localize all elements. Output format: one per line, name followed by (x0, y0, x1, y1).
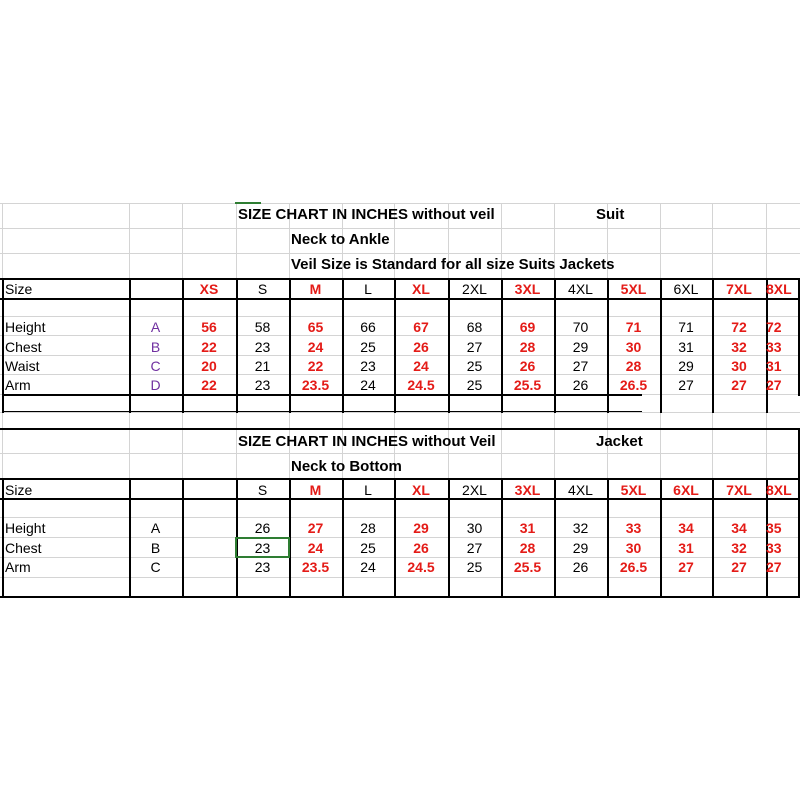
table1-data-cell[interactable]: 25.5 (513, 377, 542, 393)
table2-data-cell[interactable]: 34 (678, 520, 694, 536)
table2-data-cell[interactable]: 33 (766, 540, 782, 556)
table2-data-cell[interactable]: 24 (307, 540, 324, 556)
grid-col-line (554, 412, 555, 429)
table2-data-cell[interactable]: 25 (360, 540, 376, 556)
table1-data-cell[interactable]: 58 (254, 319, 271, 335)
table1-data-cell[interactable]: 72 (731, 319, 747, 335)
grid-row-line (0, 412, 800, 413)
table1-note[interactable]: Veil Size is Standard for all size Suits Jackets (291, 256, 615, 273)
table1-data-cell[interactable]: 23 (254, 339, 271, 355)
table1-data-cell[interactable]: 66 (360, 319, 376, 335)
table1-size-header[interactable]: 8XL (766, 281, 792, 297)
table2-data-cell[interactable]: 27 (766, 559, 782, 575)
grid-col-line (712, 428, 713, 478)
table2-row-label[interactable]: Arm (5, 559, 31, 575)
table1-size-header[interactable]: M (309, 281, 322, 297)
table2-data-cell[interactable]: 26.5 (619, 559, 648, 575)
grid-col-line (448, 412, 449, 429)
table1-size-header[interactable]: L (364, 281, 372, 297)
grid-row-line (0, 335, 800, 336)
table2-row-code[interactable]: C (150, 559, 161, 575)
table1-data-cell[interactable]: 70 (572, 319, 589, 335)
table1-data-cell[interactable]: 26 (572, 377, 589, 393)
table1-col-border (2, 278, 4, 413)
grid-col-line (2, 428, 3, 478)
table2-data-cell[interactable]: 32 (731, 540, 747, 556)
table2-col-border (129, 478, 131, 598)
table1-data-cell[interactable]: 24 (413, 358, 429, 374)
grid-row-line (0, 557, 800, 558)
table1-row-label[interactable]: Height (5, 319, 46, 335)
table1-size-label[interactable]: Size (5, 281, 33, 297)
table1-data-cell[interactable]: 29 (678, 358, 694, 374)
grid-row-line (0, 203, 800, 204)
table2-size-header[interactable]: 5XL (620, 482, 647, 498)
table2-size-header[interactable]: 6XL (673, 482, 699, 498)
table1-data-cell[interactable]: 22 (201, 377, 217, 393)
table2-size-header[interactable]: S (257, 482, 268, 498)
table1-size-header[interactable]: 5XL (620, 281, 647, 297)
table2-data-cell[interactable]: 31 (519, 520, 536, 536)
table2-data-cell[interactable]: 28 (519, 540, 536, 556)
table1-header-bottom-border (0, 298, 800, 300)
table1-data-cell[interactable]: 56 (201, 319, 217, 335)
grid-row-line (0, 316, 800, 317)
table1-subtitle[interactable]: Neck to Ankle (291, 231, 390, 248)
table1-title[interactable]: SIZE CHART IN INCHES without veil (238, 206, 495, 223)
table2-size-header[interactable]: 3XL (514, 482, 541, 498)
table2-data-cell[interactable]: 26 (572, 559, 589, 575)
table1-data-cell[interactable]: 69 (519, 319, 536, 335)
table2-top-border (0, 428, 800, 430)
table1-data-cell[interactable]: 25 (360, 339, 376, 355)
table1-data-cell[interactable]: 24 (307, 339, 324, 355)
table2-tag[interactable]: Jacket (596, 433, 643, 450)
grid-col-line (236, 412, 237, 429)
table1-row-code[interactable]: D (150, 377, 161, 393)
table2-col-border (182, 478, 184, 598)
table1-data-cell[interactable]: 27 (766, 377, 782, 393)
table1-data-cell[interactable]: 28 (625, 358, 642, 374)
table2-row-code[interactable]: B (150, 540, 161, 556)
table1-tag[interactable]: Suit (596, 206, 625, 223)
table2-data-cell[interactable]: 27 (678, 559, 694, 575)
table2-size-header[interactable]: 4XL (568, 482, 593, 498)
grid-col-line (236, 428, 237, 478)
table2-row-code[interactable]: A (150, 520, 161, 536)
table1-row-code[interactable]: A (150, 319, 161, 335)
table1-data-cell[interactable]: 65 (307, 319, 324, 335)
table1-data-cell[interactable]: 23 (360, 358, 376, 374)
table2-data-cell[interactable]: 26 (254, 520, 271, 536)
table2-data-cell[interactable]: 29 (572, 540, 589, 556)
table2-title[interactable]: SIZE CHART IN INCHES without Veil (238, 433, 496, 450)
table2-data-cell[interactable]: 24 (360, 559, 376, 575)
grid-row-line (0, 355, 800, 356)
table2-data-cell[interactable]: 30 (466, 520, 483, 536)
table1-size-header[interactable]: 3XL (514, 281, 541, 297)
grid-col-line (660, 412, 661, 429)
table1-size-header[interactable]: 7XL (726, 281, 752, 297)
table1-size-header[interactable]: XS (199, 281, 219, 297)
table1-data-cell[interactable]: 23.5 (301, 377, 330, 393)
grid-row-line (0, 228, 800, 229)
table2-data-cell[interactable]: 35 (766, 520, 782, 536)
grid-col-line (129, 412, 130, 429)
grid-col-line (394, 412, 395, 429)
table1-data-cell[interactable]: 67 (413, 319, 429, 335)
table1-size-header[interactable]: 6XL (673, 281, 699, 297)
table2-col-border (2, 478, 4, 598)
grid-col-line (2, 412, 3, 429)
grid-col-line (712, 412, 713, 429)
table1-size-header[interactable]: S (257, 281, 268, 297)
table1-data-cell[interactable]: 26.5 (619, 377, 648, 393)
table1-data-cell[interactable]: 29 (572, 339, 589, 355)
table1-row-label[interactable]: Arm (5, 377, 31, 393)
table1-data-cell[interactable]: 27 (678, 377, 694, 393)
table2-data-cell[interactable]: 27 (731, 559, 747, 575)
table2-data-cell[interactable]: 24.5 (407, 559, 435, 575)
table1-data-cell[interactable]: 27 (466, 339, 483, 355)
grid-col-line (554, 428, 555, 478)
table1-data-cell[interactable]: 32 (731, 339, 747, 355)
table1-data-cell[interactable]: 22 (201, 339, 217, 355)
grid-col-line (501, 428, 502, 478)
table1-data-cell[interactable]: 33 (766, 339, 782, 355)
table2-header-top-border (0, 478, 800, 480)
table2-size-header[interactable]: L (364, 482, 372, 498)
table1-row-code[interactable]: B (150, 339, 161, 355)
table1-data-cell[interactable]: 24 (360, 377, 376, 393)
table1-data-cell[interactable]: 31 (678, 339, 694, 355)
table1-row-label[interactable]: Waist (5, 358, 40, 374)
table1-data-cell[interactable]: 71 (678, 319, 694, 335)
table2-data-cell[interactable]: 23 (254, 559, 271, 575)
table2-subtitle[interactable]: Neck to Bottom (291, 458, 402, 475)
table1-data-cell[interactable]: 20 (201, 358, 217, 374)
table1-data-cell[interactable]: 26 (413, 339, 429, 355)
table1-data-cell[interactable]: 30 (731, 358, 747, 374)
table1-data-cell[interactable]: 72 (766, 319, 782, 335)
table2-header-bottom-border (0, 498, 800, 500)
table1-data-cell[interactable]: 25 (466, 377, 483, 393)
table1-data-cell[interactable]: 71 (625, 319, 642, 335)
grid-row-line (0, 577, 800, 578)
table1-data-cell[interactable]: 30 (625, 339, 642, 355)
grid-row-line (0, 517, 800, 518)
table2-size-header[interactable]: M (309, 482, 322, 498)
table2-data-cell[interactable]: 25 (466, 559, 483, 575)
grid-row-line (0, 253, 800, 254)
table1-size-header[interactable]: 2XL (462, 281, 487, 297)
table1-row-label[interactable]: Chest (5, 339, 42, 355)
grid-col-line (182, 428, 183, 478)
grid-row-line (0, 453, 800, 454)
grid-col-line (182, 412, 183, 429)
table1-data-cell[interactable]: 26 (519, 358, 536, 374)
table2-bottom-border (0, 596, 800, 598)
table2-data-cell[interactable]: 32 (572, 520, 589, 536)
table2-data-cell[interactable]: 34 (731, 520, 747, 536)
table2-row-label[interactable]: Chest (5, 540, 42, 556)
table1-data-cell[interactable]: 28 (519, 339, 536, 355)
grid-col-line (342, 412, 343, 429)
grid-col-line (766, 428, 767, 478)
table1-data-cell[interactable]: 68 (466, 319, 483, 335)
grid-col-line (289, 412, 290, 429)
table2-size-header[interactable]: 7XL (726, 482, 752, 498)
column-marker (235, 202, 261, 204)
table1-data-cell[interactable]: 31 (766, 358, 782, 374)
table2-data-cell[interactable]: 33 (625, 520, 642, 536)
grid-col-line (766, 412, 767, 429)
table2-data-cell[interactable]: 26 (413, 540, 429, 556)
table1-data-cell[interactable]: 21 (254, 358, 271, 374)
table2-data-cell[interactable]: 23.5 (301, 559, 330, 575)
grid-col-line (607, 412, 608, 429)
grid-col-line (501, 412, 502, 429)
table1-data-cell[interactable]: 22 (307, 358, 324, 374)
table2-data-cell[interactable]: 27 (307, 520, 324, 536)
table1-data-cell[interactable]: 24.5 (407, 377, 435, 393)
table2-data-cell[interactable]: 25.5 (513, 559, 542, 575)
table1-size-header[interactable]: 4XL (568, 281, 593, 297)
table2-row-label[interactable]: Height (5, 520, 46, 536)
table1-data-cell[interactable]: 25 (466, 358, 483, 374)
table1-header-top-border (0, 278, 800, 280)
grid-row-line (0, 537, 800, 538)
table1-data-cell[interactable]: 27 (572, 358, 589, 374)
table2-size-label[interactable]: Size (5, 482, 33, 498)
table2-size-header[interactable]: 2XL (462, 482, 487, 498)
table2-data-cell[interactable]: 29 (413, 520, 429, 536)
table1-data-cell[interactable]: 27 (731, 377, 747, 393)
table2-size-header[interactable]: 8XL (766, 482, 792, 498)
table2-data-cell[interactable]: 31 (678, 540, 694, 556)
table2-data-cell[interactable]: 30 (625, 540, 642, 556)
table1-bottom-border (2, 394, 642, 396)
table1-row-code[interactable]: C (150, 358, 161, 374)
table1-data-cell[interactable]: 23 (254, 377, 271, 393)
table2-data-cell[interactable]: 28 (360, 520, 376, 536)
grid-row-line (0, 374, 800, 375)
table2-data-cell[interactable]: 23 (254, 540, 271, 556)
grid-col-line (660, 428, 661, 478)
grid-col-line (129, 428, 130, 478)
table1-size-header[interactable]: XL (412, 281, 430, 297)
table1-bottom-border (2, 411, 642, 412)
table2-data-cell[interactable]: 27 (466, 540, 483, 556)
table2-size-header[interactable]: XL (412, 482, 430, 498)
